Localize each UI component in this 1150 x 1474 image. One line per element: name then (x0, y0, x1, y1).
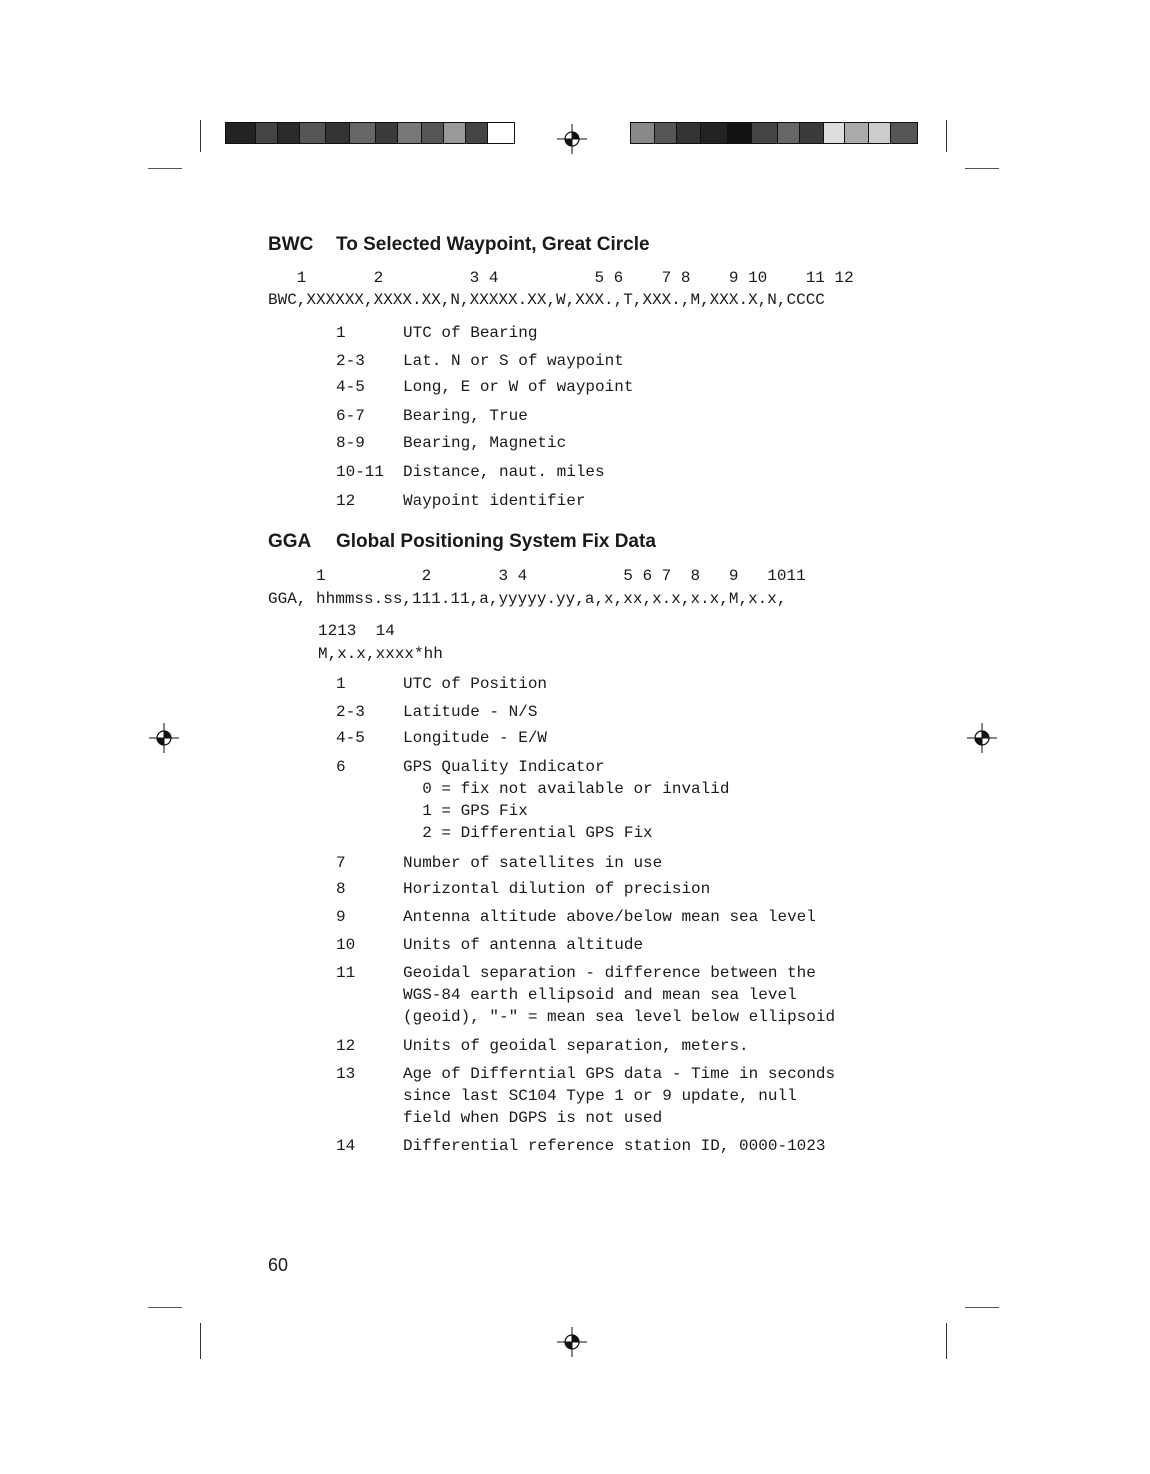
gga-title: Global Positioning System Fix Data (336, 531, 656, 552)
gga-field-number: 13 (336, 1065, 356, 1083)
crop-mark-bottom-left-h (148, 1307, 182, 1308)
bwc-format-line: BWC,XXXXXX,XXXX.XX,N,XXXXX.XX,W,XXX.,T,XXX.,M,XXX.X,N,CCCC (268, 291, 825, 309)
bwc-field-description: UTC of Bearing (403, 324, 538, 342)
gga-field-number: 14 (336, 1137, 356, 1155)
crop-mark-bottom-right (946, 1323, 947, 1359)
bwc-field-description: Bearing, True (403, 407, 528, 425)
gga-field-number: 4-5 (336, 729, 365, 747)
gga-field-description: Units of antenna altitude (403, 936, 644, 954)
registration-mark-bottom (557, 1327, 587, 1357)
page-number: 60 (268, 1255, 289, 1275)
gga-field-description: UTC of Position (403, 675, 548, 693)
gga-field-description: Differential reference station ID, 0000-1023 (403, 1137, 826, 1155)
registration-mark-top (557, 124, 587, 154)
gga-field-number: 7 (336, 854, 346, 872)
gga-field-description-line: since last SC104 Type 1 or 9 update, null (403, 1087, 797, 1105)
gga-field-description: Age of Differntial GPS data - Time in seconds (403, 1065, 836, 1083)
gga-field-number: 8 (336, 880, 346, 898)
bwc-heading (268, 234, 650, 256)
bwc-code: BWC (268, 234, 314, 255)
bwc-field-number: 10-11 (336, 463, 385, 481)
gga-field-description-line: 2 = Differential GPS Fix (403, 824, 653, 842)
gga-field-description: Horizontal dilution of precision (403, 880, 711, 898)
gga-field-description-line: 0 = fix not available or invalid (403, 780, 730, 798)
bwc-field-description: Distance, naut. miles (403, 463, 605, 481)
gga-field-description: Latitude - N/S (403, 703, 538, 721)
gga-field-number: 9 (336, 908, 346, 926)
crop-mark-bottom-right-h (965, 1307, 999, 1308)
bwc-field-number: 2-3 (336, 352, 365, 370)
color-bar-right (630, 122, 918, 144)
gga-heading (268, 531, 656, 553)
bwc-field-number: 8-9 (336, 434, 365, 452)
gga-code: GGA (268, 531, 312, 552)
gga-format-line-2: M,x.x,xxxx*hh (318, 645, 443, 663)
gga-field-number: 12 (336, 1037, 356, 1055)
bwc-title: To Selected Waypoint, Great Circle (336, 234, 650, 255)
gga-field-description: Longitude - E/W (403, 729, 548, 747)
bwc-field-number: 12 (336, 492, 356, 510)
bwc-field-description: Bearing, Magnetic (403, 434, 567, 452)
bwc-index-line: 1 2 3 4 5 6 7 8 9 10 11 12 (268, 269, 854, 287)
gga-field-description-line: WGS-84 earth ellipsoid and mean sea level (403, 986, 797, 1004)
crop-mark-top-left (200, 120, 201, 152)
color-bar-left (225, 122, 515, 144)
crop-mark-bottom-left (200, 1323, 201, 1359)
gga-field-number: 2-3 (336, 703, 365, 721)
registration-mark-right (967, 723, 997, 753)
crop-mark-top-right (946, 120, 947, 152)
gga-field-description-line: field when DGPS is not used (403, 1109, 663, 1127)
gga-field-description: Number of satellites in use (403, 854, 663, 872)
bwc-field-description: Long, E or W of waypoint (403, 378, 634, 396)
gga-index-line-2: 1213 14 (318, 622, 395, 640)
bwc-field-number: 1 (336, 324, 346, 342)
registration-mark-left (149, 723, 179, 753)
bwc-field-number: 6-7 (336, 407, 365, 425)
gga-field-description-line: (geoid), "-" = mean sea level below ellipsoid (403, 1008, 836, 1026)
bwc-field-description: Waypoint identifier (403, 492, 586, 510)
gga-field-number: 10 (336, 936, 356, 954)
gga-field-description: Antenna altitude above/below mean sea level (403, 908, 816, 926)
gga-field-description: Geoidal separation - difference between the (403, 964, 816, 982)
gga-format-line: GGA, hhmmss.ss,111.11,a,yyyyy.yy,a,x,xx,x.x,x.x,M,x.x, (268, 590, 787, 608)
gga-field-number: 11 (336, 964, 356, 982)
crop-mark-top-right-h (965, 168, 999, 169)
gga-field-description: Units of geoidal separation, meters. (403, 1037, 749, 1055)
gga-index-line: 1 2 3 4 5 6 7 8 9 1011 (268, 567, 806, 585)
gga-field-description-line: 1 = GPS Fix (403, 802, 528, 820)
bwc-field-description: Lat. N or S of waypoint (403, 352, 624, 370)
bwc-field-number: 4-5 (336, 378, 365, 396)
crop-mark-top-left-h (148, 168, 182, 169)
gga-field-description: GPS Quality Indicator (403, 758, 605, 776)
gga-field-number: 1 (336, 675, 346, 693)
gga-field-number: 6 (336, 758, 346, 776)
